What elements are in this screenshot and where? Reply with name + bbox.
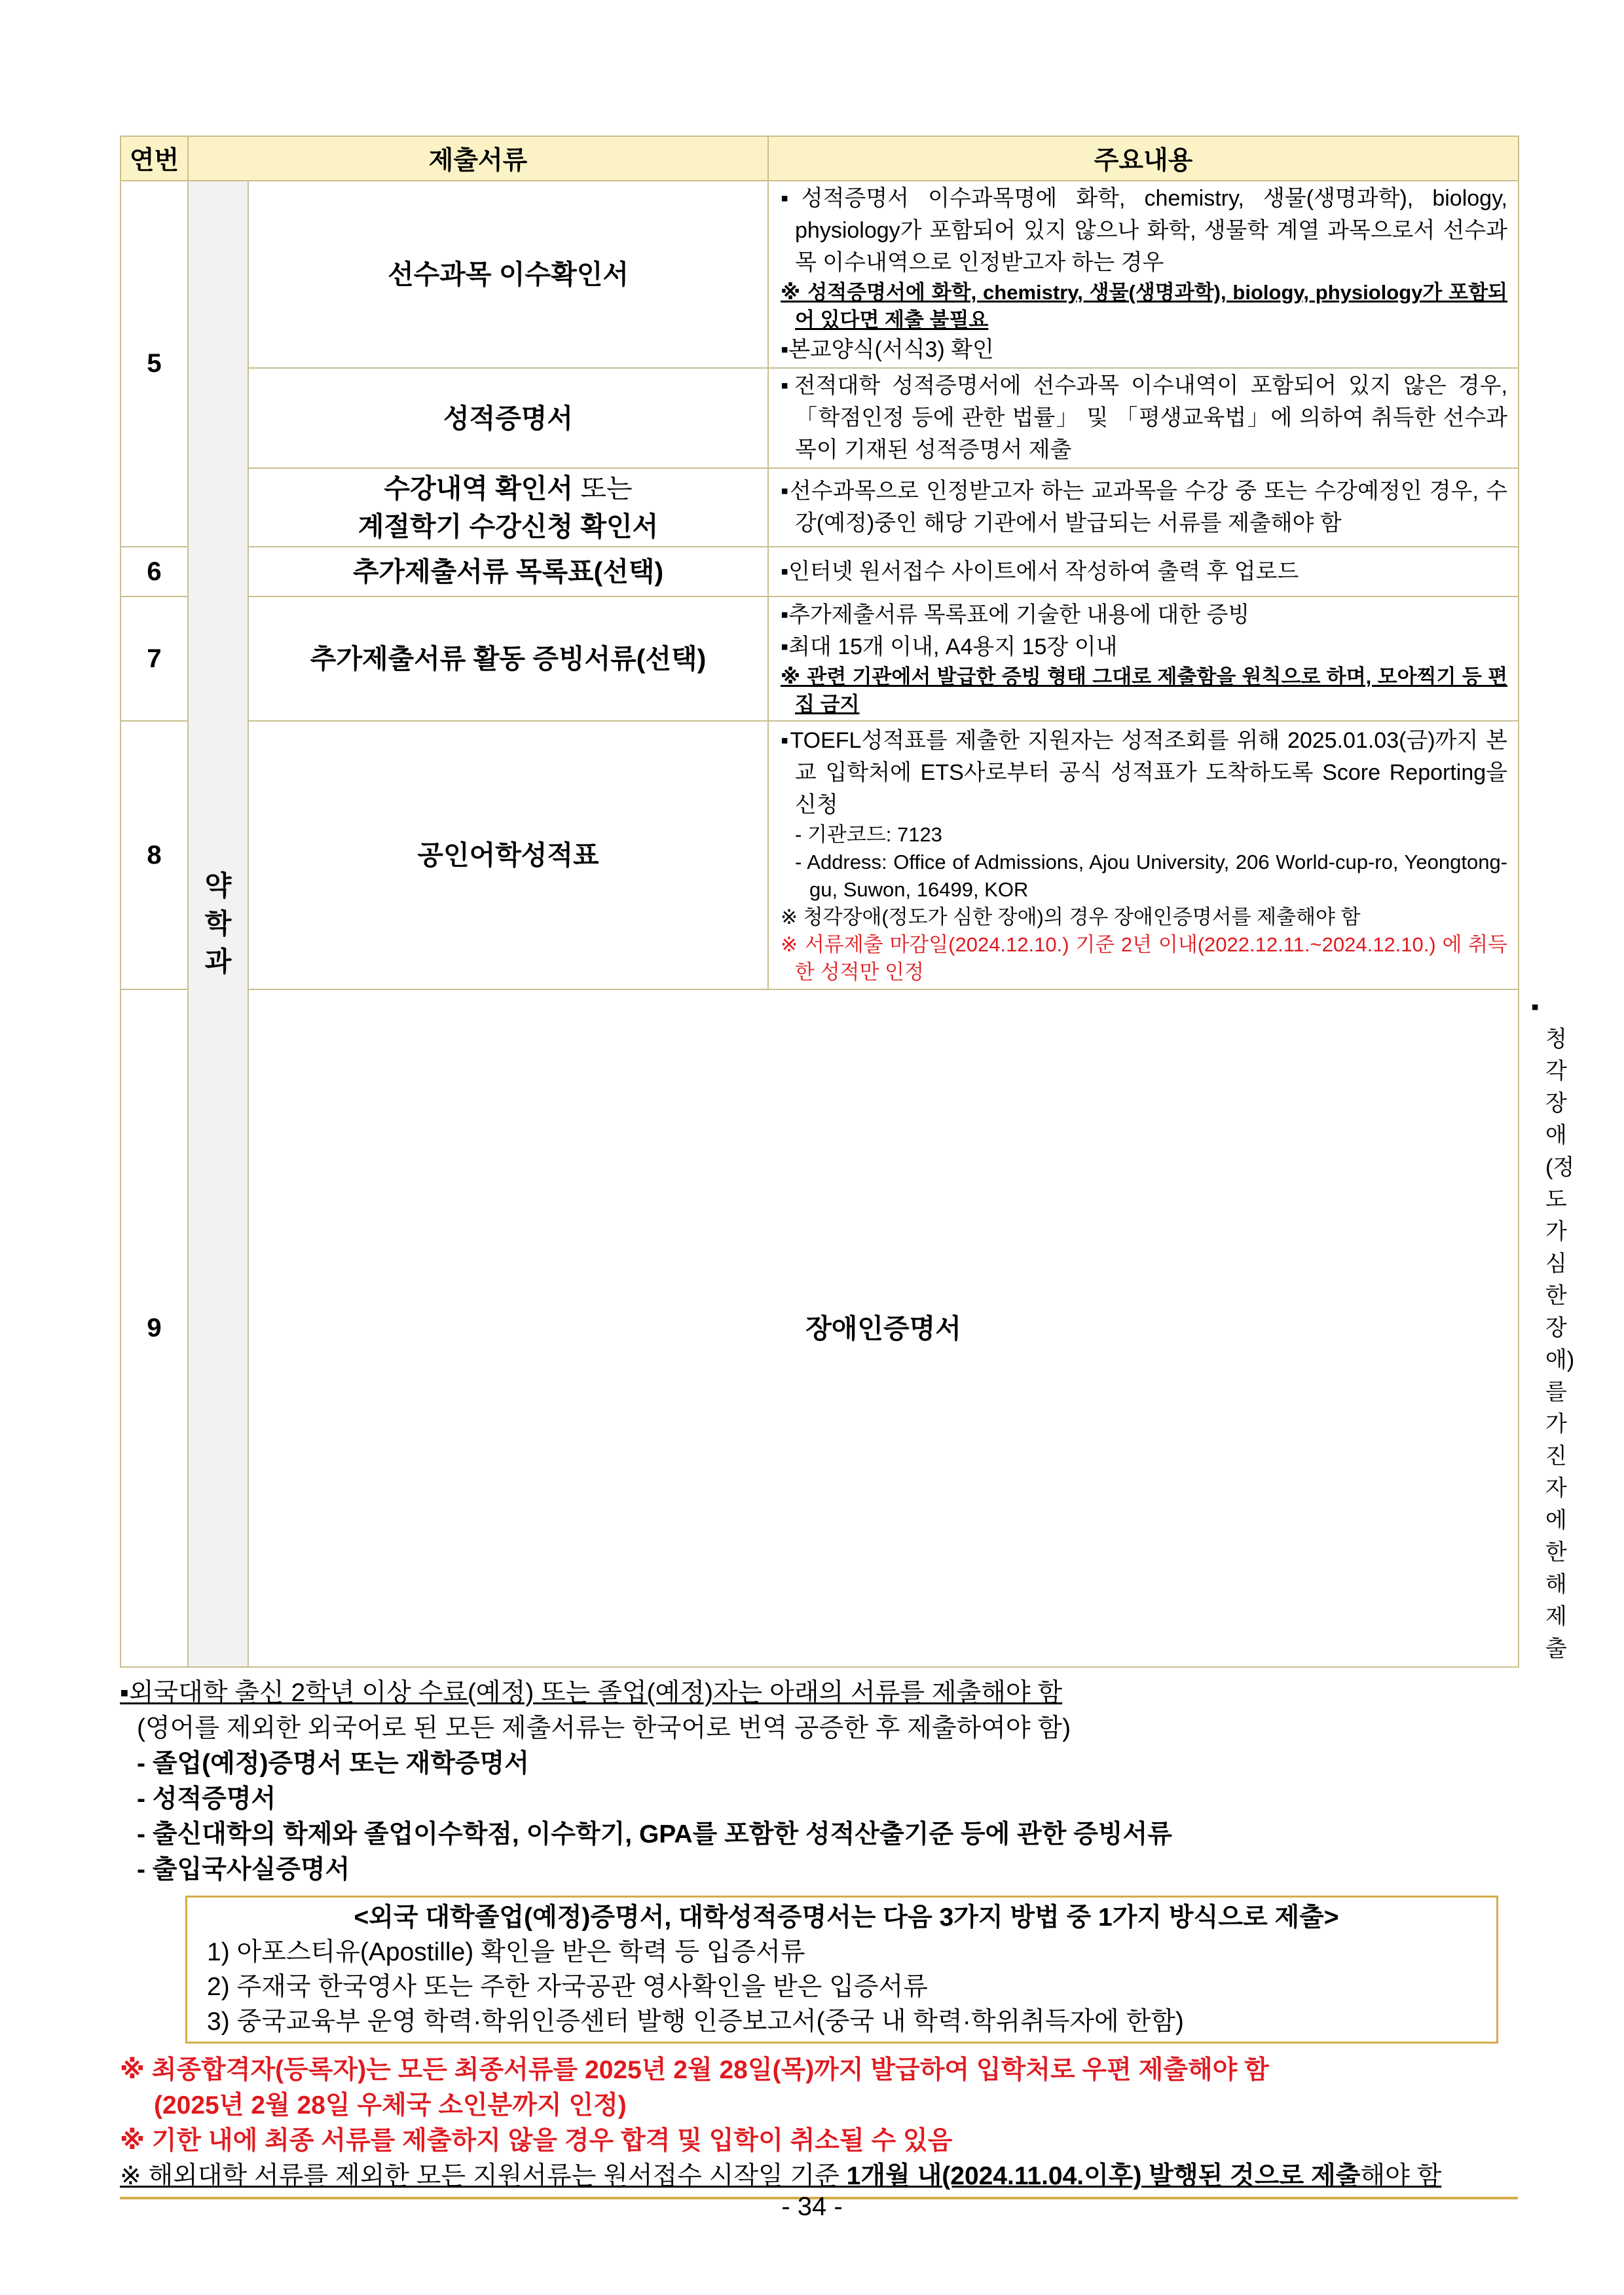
- header-doc: 제출서류: [188, 136, 768, 181]
- document-name: 공인어학성적표: [248, 721, 768, 989]
- row-number: 7: [120, 597, 188, 721]
- document-content: [768, 368, 1519, 468]
- notes-section: [120, 2053, 1518, 2199]
- row-number: 9: [120, 989, 188, 1667]
- table-row: [120, 597, 1519, 721]
- content-note-red: ※ 서류제출 마감일(2024.12.10.) 기준 2년 이내(2022.12.11.~2024.12.10.) 에 취득한 성적만 인정: [781, 932, 1508, 983]
- content-line: ▪인터넷 원서접수 사이트에서 작성하여 출력 후 업로드: [781, 559, 1299, 584]
- foreign-intro: ▪외국대학 출신 2학년 이상 수료(예정) 또는 졸업(예정)자는 아래의 서류를 제출해야 함: [120, 1679, 1063, 1707]
- content-line: ▪청각장애(정도가 심한 장애)를 가진 자에 한해 제출: [1531, 995, 1575, 1661]
- category-char: 약: [204, 870, 232, 901]
- row-number: 5: [120, 181, 188, 547]
- document-name: 추가제출서류 활동 증빙서류(선택): [248, 597, 768, 721]
- document-content: [768, 468, 1519, 547]
- table-header-row: [120, 136, 1519, 181]
- content-line: ▪추가제출서류 목록표에 기술한 내용에 대한 증빙: [781, 602, 1250, 627]
- documents-table: [120, 136, 1575, 1668]
- category-cell: [188, 181, 248, 1667]
- content-line: ▪선수과목으로 인정받고자 하는 교과목을 수강 중 또는 수강예정인 경우, 수강(예정)중인 해당 기관에서 발급되는 서류를 제출해야 함: [781, 479, 1508, 536]
- document-name: 선수과목 이수확인서: [248, 181, 768, 368]
- content-line: ▪전적대학 성적증명서에 선수과목 이수내역이 포함되어 있지 않은 경우, 「학점인정 등에 관한 법률」 및 「평생교육법」에 의하여 취득한 선수과목이 기재된 성적증명서 제출: [781, 373, 1508, 462]
- foreign-item: - 출신대학의 학제와 졸업이수학점, 이수학기, GPA를 포함한 성적산출기준 등에 관한 증빙서류: [137, 1820, 1172, 1848]
- document-name-part: 수강내역 확인서: [384, 473, 574, 504]
- table-row: [120, 547, 1519, 597]
- document-name: [248, 468, 768, 547]
- note-issue-date-c: 해야 함: [1360, 2162, 1442, 2190]
- table-row: [120, 721, 1519, 989]
- submission-method-box: [185, 1896, 1498, 2044]
- document-content: [768, 547, 1519, 597]
- document-name: 성적증명서: [248, 368, 768, 468]
- content-line: ▪본교양식(서식3) 확인: [781, 337, 994, 362]
- document-name: 장애인증명서: [248, 989, 1519, 1667]
- content-line: ▪최대 15개 이내, A4용지 15장 이내: [781, 634, 1118, 659]
- document-content: [768, 597, 1519, 721]
- content-note: ※ 성적증명서에 화학, chemistry, 생물(생명과학), biology, physiology가 포함되어 있다면 제출 불필요: [781, 281, 1508, 331]
- document-name: 추가제출서류 목록표(선택): [248, 547, 768, 597]
- box-item: 2) 주재국 한국영사 또는 주한 자국공관 영사확인을 받은 입증서류: [207, 1973, 928, 2001]
- content-subline: - 기관코드: 7123: [795, 822, 942, 846]
- page-content: [120, 136, 1575, 2199]
- document-name-or: 또는: [573, 473, 633, 504]
- foreign-paren: (영어를 제외한 외국어로 된 모든 제출서류는 한국어로 번역 공증한 후 제출하여야 함): [137, 1714, 1071, 1742]
- note-final-submission: ※ 최종합격자(등록자)는 모든 최종서류를 2025년 2월 28일(목)까지 발급하여 입학처로 우편 제출해야 함: [120, 2056, 1269, 2084]
- foreign-item: - 졸업(예정)증명서 또는 재학증명서: [137, 1750, 529, 1778]
- header-num: 연번: [120, 136, 188, 181]
- content-subline: - Address: Office of Admissions, Ajou University, 206 World-cup-ro, Yeongtong-gu, Suwon, 16499, KOR: [795, 850, 1508, 901]
- table-row: [120, 468, 1519, 547]
- header-content: 주요내용: [768, 136, 1519, 181]
- document-content: [768, 181, 1519, 368]
- box-item: 1) 아포스티유(Apostille) 확인을 받은 학력 등 입증서류: [207, 1938, 805, 1966]
- foreign-item: - 출입국사실증명서: [137, 1856, 350, 1884]
- page-number: - 34 -: [781, 2192, 843, 2221]
- content-note: ※ 관련 기관에서 발급한 증빙 형태 그대로 제출함을 원칙으로 하며, 모아찍기 등 편집 금지: [781, 665, 1508, 716]
- note-issue-date-b: 1개월 내(2024.11.04.이후) 발행된 것으로 제출: [846, 2162, 1361, 2190]
- document-name-part: 계절학기 수강신청 확인서: [358, 511, 659, 542]
- note-final-submission-sub: (2025년 2월 28일 우체국 소인분까지 인정): [154, 2091, 627, 2120]
- row-number: 8: [120, 721, 188, 989]
- row-number: 6: [120, 547, 188, 597]
- table-row: [120, 181, 1519, 368]
- note-cancellation: ※ 기한 내에 최종 서류를 제출하지 않을 경우 합격 및 입학이 취소될 수 있음: [120, 2127, 953, 2155]
- box-item: 3) 중국교육부 운영 학력·학위인증센터 발행 인증보고서(중국 내 학력·학위취득자에 한함): [207, 2008, 1184, 2036]
- content-line: ▪TOEFL성적표를 제출한 지원자는 성적조회를 위해 2025.01.03(금)까지 본교 입학처에 ETS사로부터 공식 성적표가 도착하도록 Score Reporting을 신청: [781, 727, 1508, 817]
- table-row: [120, 989, 1519, 1667]
- document-content: [768, 721, 1519, 989]
- foreign-item: - 성적증명서: [137, 1785, 276, 1813]
- foreign-section: [120, 1676, 1518, 2044]
- note-issue-date-a: ※ 해외대학 서류를 제외한 모든 지원서류는 원서접수 시작일 기준: [120, 2162, 847, 2190]
- box-title: <외국 대학졸업(예정)증명서, 대학성적증명서는 다음 3가지 방법 중 1가지 방식으로 제출>: [354, 1903, 1339, 1932]
- content-line: ▪성적증명서 이수과목명에 화학, chemistry, 생물(생명과학), biology, physiology가 포함되어 있지 않으나 화학, 생물학 계열 과목으로서 선수과목 이수내역으로 인정받고자 하는 경우: [781, 186, 1508, 275]
- content-note: ※ 청각장애(정도가 심한 장애)의 경우 장애인증명서를 제출해야 함: [781, 905, 1361, 928]
- table-row: [120, 368, 1519, 468]
- category-char: 과: [204, 946, 232, 977]
- category-char: 학: [204, 908, 232, 939]
